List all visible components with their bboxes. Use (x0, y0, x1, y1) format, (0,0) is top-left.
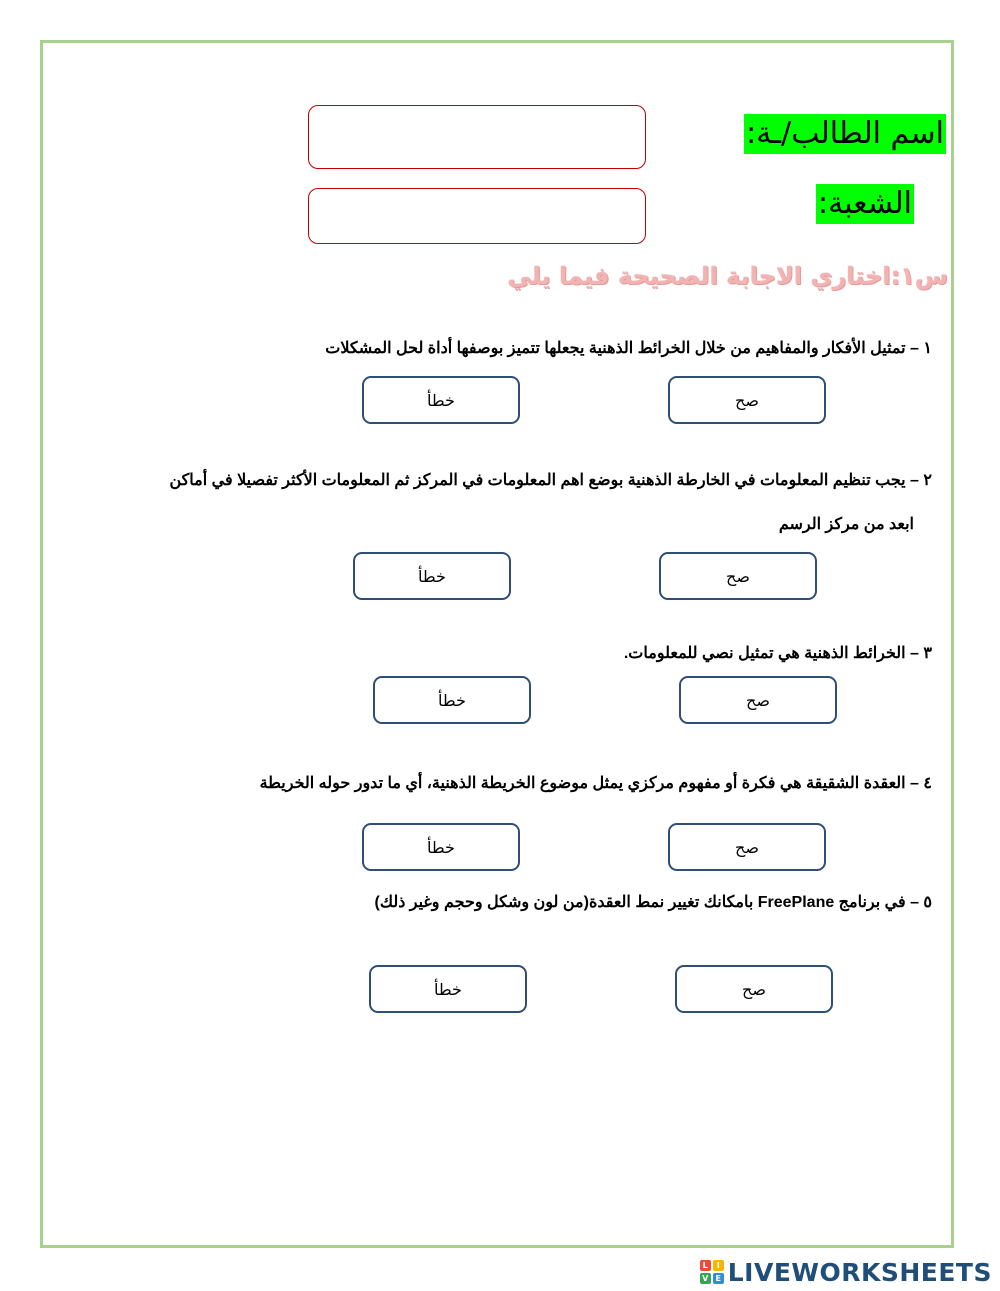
question-4-false-button[interactable]: خطأ (362, 823, 520, 871)
question-3-false-button[interactable]: خطأ (373, 676, 531, 724)
question-1-true-button[interactable]: صح (668, 376, 826, 424)
logo-mark-l: L (700, 1260, 711, 1271)
question-2-text-line1: ٢ – يجب تنظيم المعلومات في الخارطة الذهنية بوضع اهم المعلومات في المركز ثم المعلومات الأكثر تفصيلا في أماكن (169, 472, 932, 489)
question-4-true-button[interactable]: صح (668, 823, 826, 871)
logo-mark-icon (700, 1260, 724, 1284)
question-5-true-button[interactable]: صح (675, 965, 833, 1013)
section-label: الشعبة: (816, 184, 914, 224)
logo-mark-e: E (713, 1273, 724, 1284)
section-title: س١:اختاري الاجابة الصحيحة فيما يلي (507, 262, 948, 290)
question-4-text: ٤ – العقدة الشقيقة هي فكرة أو مفهوم مركزي يمثل موضوع الخريطة الذهنية، أي ما تدور حوله الخريطة (259, 775, 932, 792)
question-3-true-button[interactable]: صح (679, 676, 837, 724)
question-1-false-button[interactable]: خطأ (362, 376, 520, 424)
question-5-false-button[interactable]: خطأ (369, 965, 527, 1013)
student-name-label: اسم الطالب/ـة: (744, 114, 946, 154)
section-input[interactable] (308, 188, 646, 244)
liveworksheets-logo (700, 1257, 992, 1287)
question-3-text: ٣ – الخرائط الذهنية هي تمثيل نصي للمعلومات. (623, 645, 932, 662)
question-2-true-button[interactable]: صح (659, 552, 817, 600)
question-5-text: ٥ – في برنامج FreePlane بامكانك تغيير نمط العقدة(من لون وشكل وحجم وغير ذلك) (374, 894, 932, 911)
question-2-text-line2: ابعد من مركز الرسم (778, 516, 914, 533)
logo-text: LIVEWORKSHEETS (727, 1257, 992, 1287)
logo-mark-i: I (713, 1260, 724, 1271)
question-1-text: ١ – تمثيل الأفكار والمفاهيم من خلال الخرائط الذهنية يجعلها تتميز بوصفها أداة لحل المشكلات (325, 340, 932, 357)
question-2-false-button[interactable]: خطأ (353, 552, 511, 600)
student-name-input[interactable] (308, 105, 646, 169)
logo-mark-v: V (700, 1273, 711, 1284)
